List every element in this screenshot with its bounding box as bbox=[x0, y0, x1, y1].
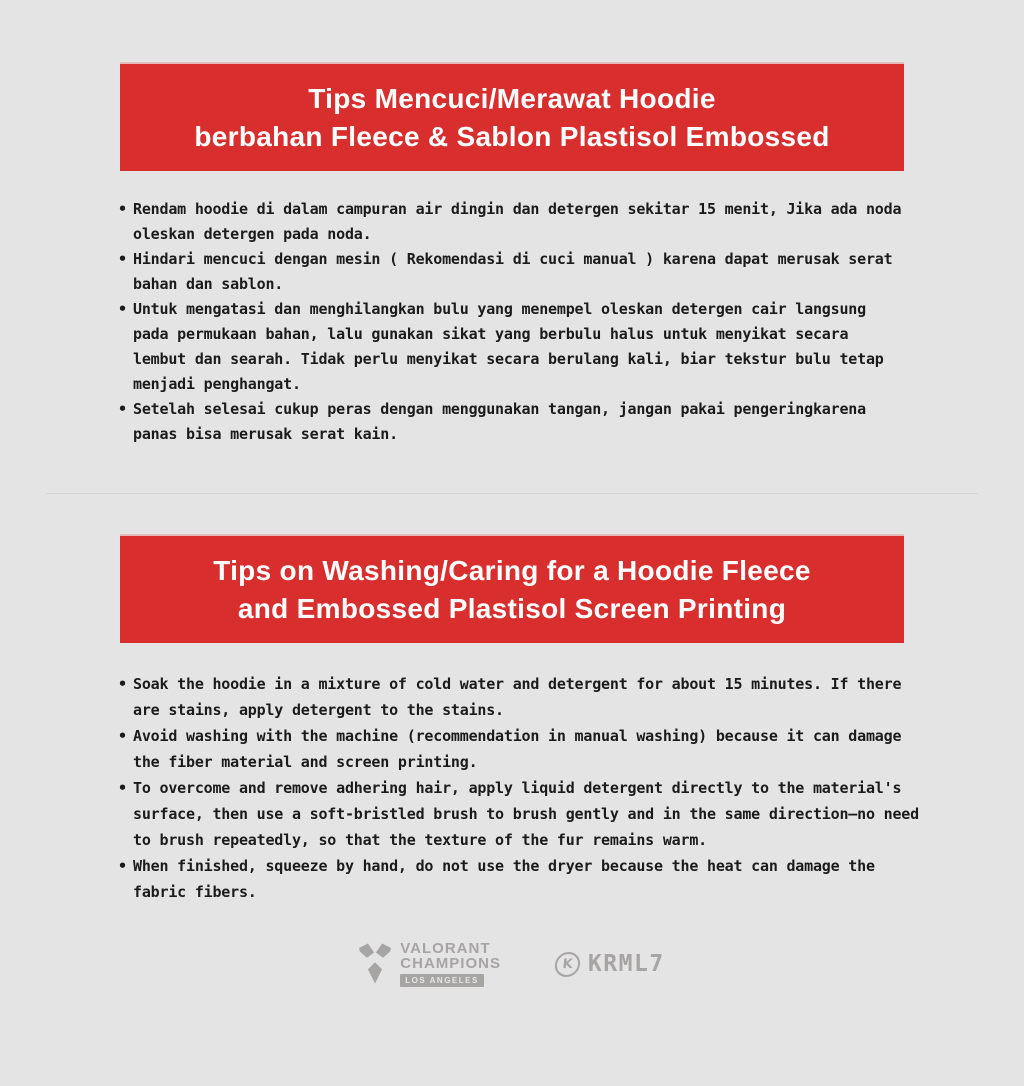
section-divider bbox=[46, 493, 978, 494]
section-title-en-line2: and Embossed Plastisol Screen Printing bbox=[237, 592, 787, 624]
tip-item: • Untuk mengatasi dan menghilangkan bulu yang menempel oleskan detergen cair langsung pada permukaan bahan, lalu gunakan sikat yang berbulu halus untuk menyikat secara lembut dan searah. Tidak perlu menyikat secara berulang kali, biar tekstur bulu tetap menjadi penghangat. bbox=[118, 297, 904, 397]
tip-item: • Soak the hoodie in a mixture of cold water and detergent for about 15 minutes. If there are stains, apply detergent to the stains. bbox=[118, 671, 923, 723]
tips-list-indonesian bbox=[118, 197, 904, 447]
tip-item: • When finished, squeeze by hand, do not use the dryer because the heat can damage the fabric fibers. bbox=[118, 853, 923, 905]
valorant-title: VALORANT bbox=[400, 940, 491, 958]
section-indonesian bbox=[0, 62, 1024, 447]
tips-list-english bbox=[118, 671, 923, 905]
valorant-champions-logo bbox=[359, 941, 501, 987]
champions-title: CHAMPIONS bbox=[400, 955, 501, 973]
k-monogram-icon: K bbox=[554, 952, 582, 977]
valorant-v-icon bbox=[359, 941, 391, 987]
banner-indonesian bbox=[120, 62, 904, 171]
care-instructions-page bbox=[0, 62, 1024, 987]
section-english bbox=[0, 534, 1024, 905]
banner-english bbox=[120, 534, 904, 643]
section-title-id-line2: berbahan Fleece & Sablon Plastisol Embossed bbox=[194, 120, 830, 152]
footer-logos bbox=[0, 941, 1024, 987]
valorant-wordmark bbox=[400, 941, 501, 987]
brand-logo bbox=[555, 952, 665, 977]
brand-wordmark: KRML7 bbox=[587, 950, 665, 977]
tip-item: • Hindari mencuci dengan mesin ( Rekomendasi di cuci manual ) karena dapat merusak serat bahan dan sablon. bbox=[118, 247, 904, 297]
section-title-id-line1: Tips Mencuci/Merawat Hoodie bbox=[308, 82, 716, 114]
tip-item: • Avoid washing with the machine (recommendation in manual washing) because it can damage the fiber material and screen printing. bbox=[118, 723, 923, 775]
los-angeles-badge: LOS ANGELES bbox=[400, 974, 484, 987]
section-title-en-line1: Tips on Washing/Caring for a Hoodie Fleece bbox=[213, 554, 811, 586]
tip-item: • Rendam hoodie di dalam campuran air dingin dan detergen sekitar 15 menit, Jika ada noda oleskan detergen pada noda. bbox=[118, 197, 904, 247]
tip-item: • Setelah selesai cukup peras dengan menggunakan tangan, jangan pakai pengeringkarena panas bisa merusak serat kain. bbox=[118, 397, 904, 447]
tip-item: • To overcome and remove adhering hair, apply liquid detergent directly to the material's surface, then use a soft-bristled brush to brush gently and in the same direction—no need to brush repeatedly, so that the texture of the fur remains warm. bbox=[118, 775, 923, 853]
